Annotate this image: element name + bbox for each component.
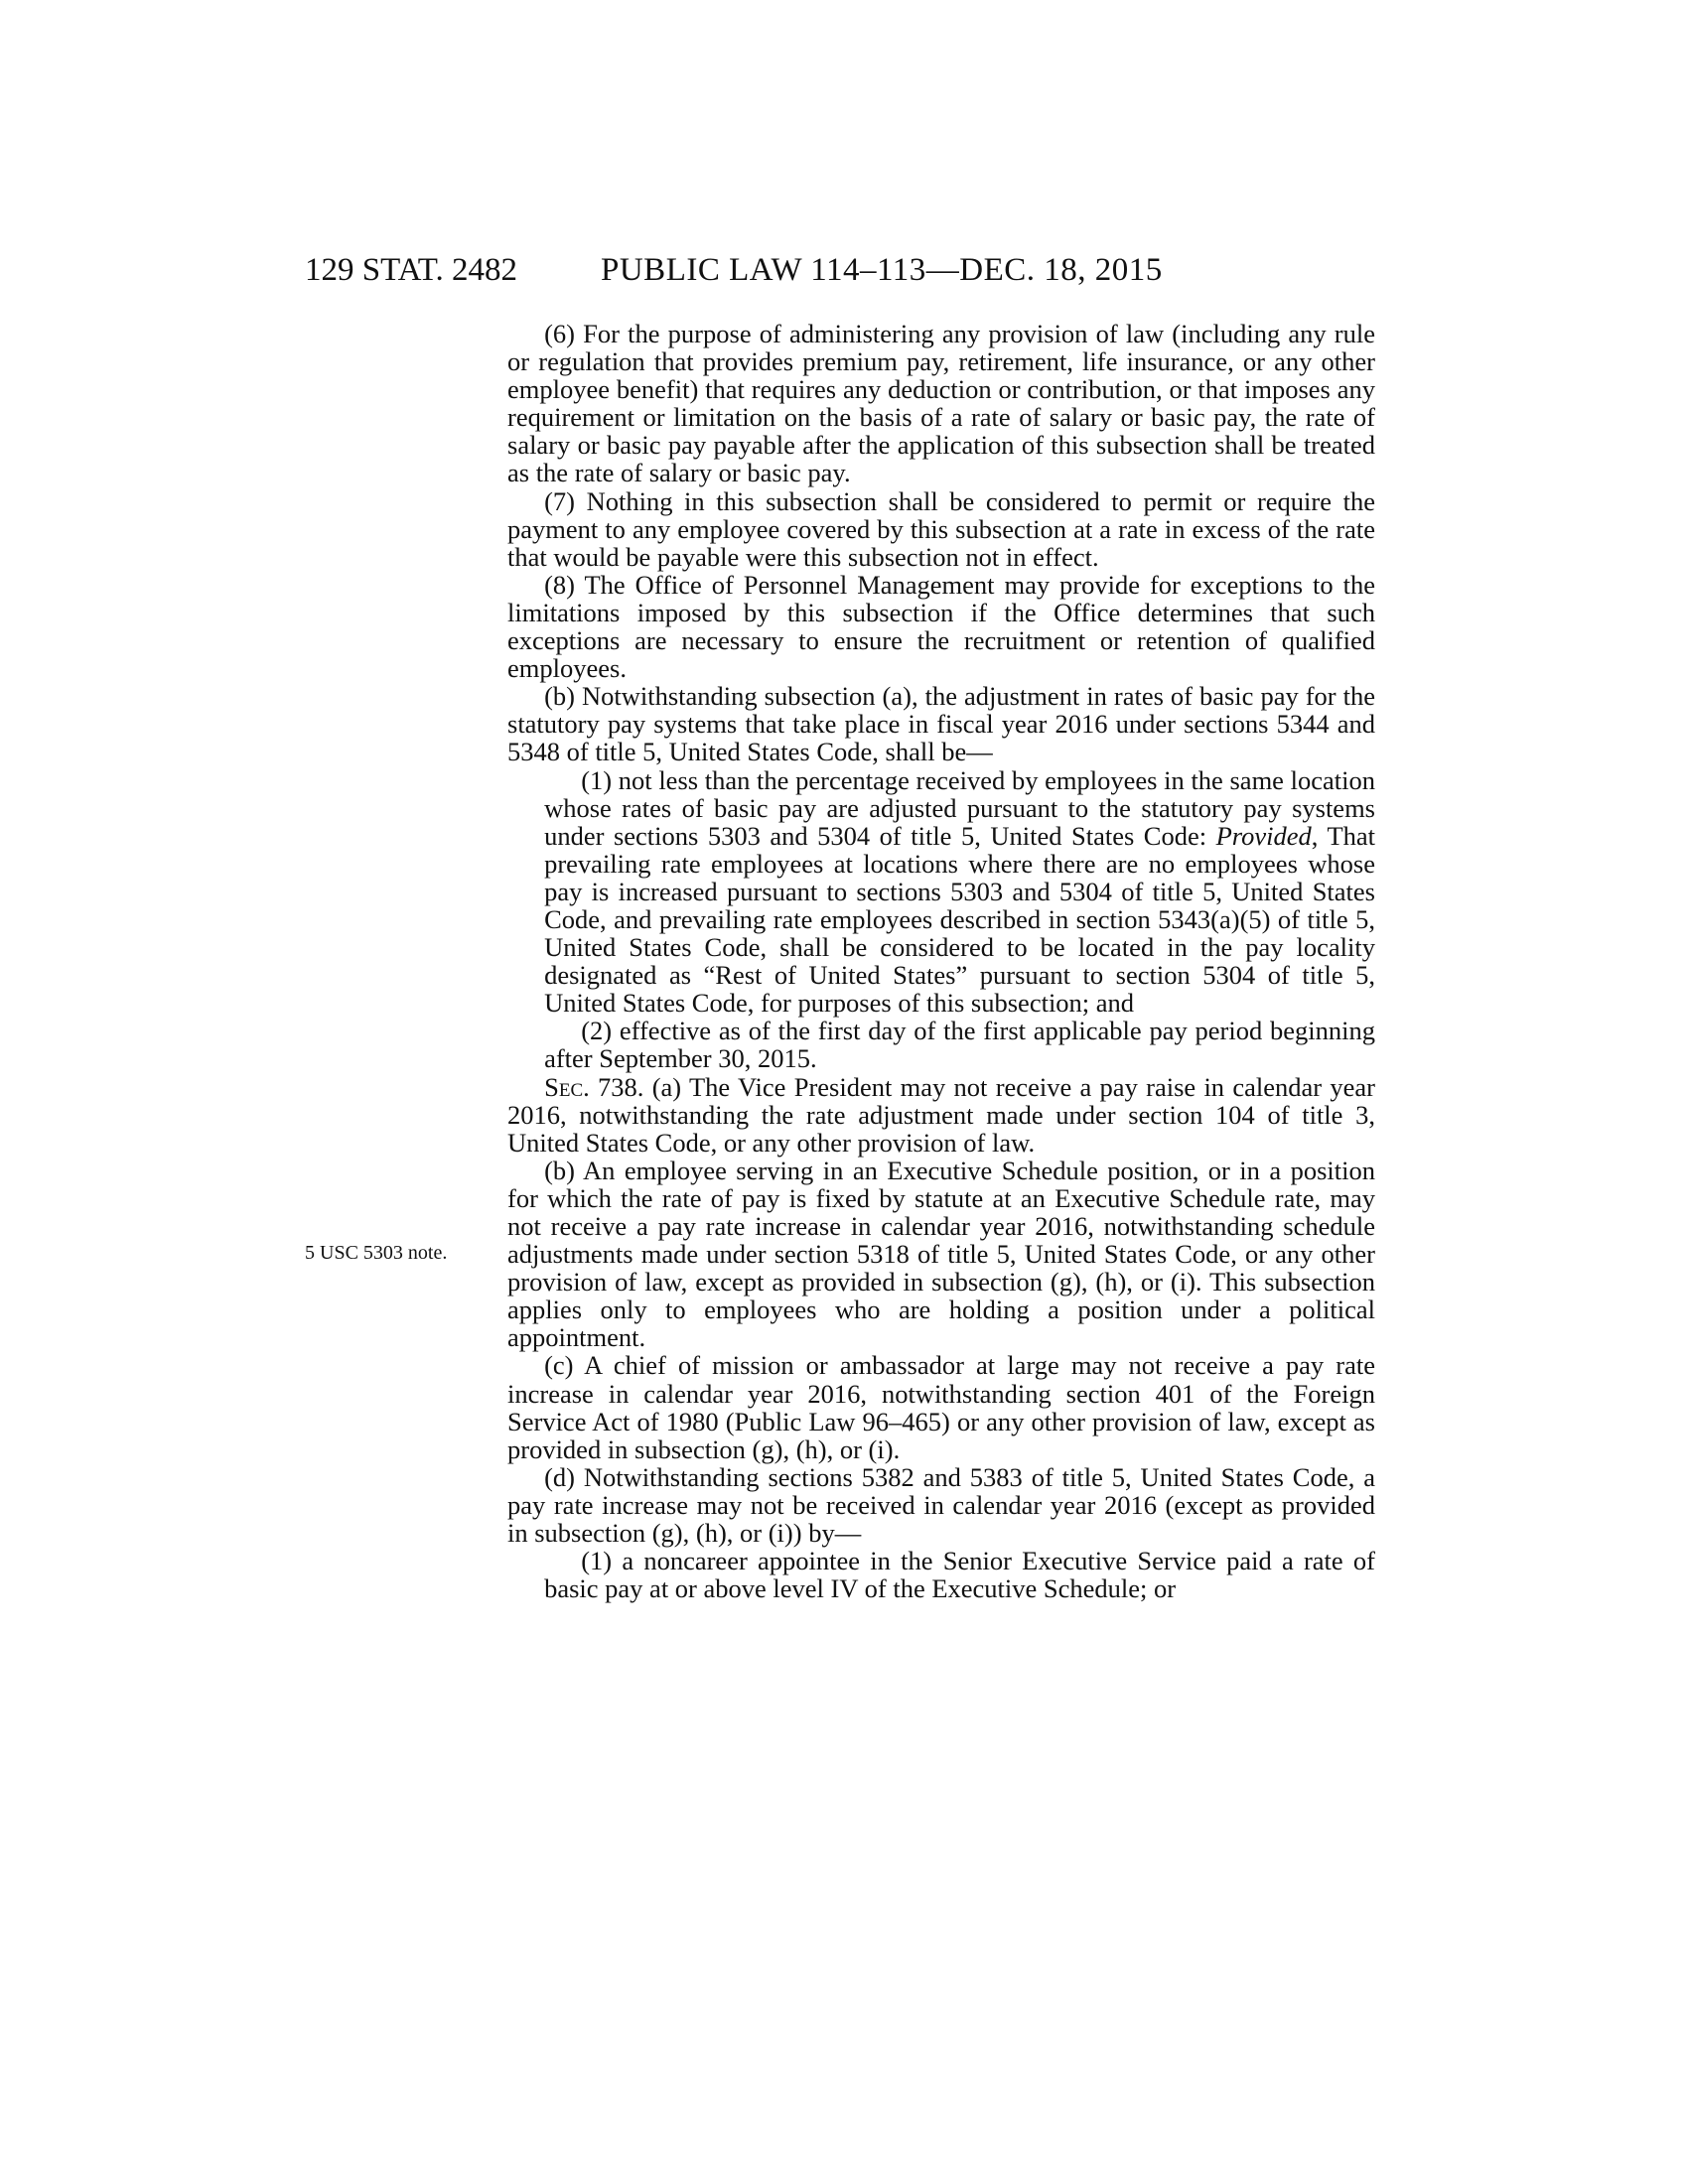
margin-citation-note: 5 USC 5303 note. [305,1242,448,1264]
paragraph-b1-text-start: (1) not less than the percentage received by employees in the same location whose rates of basic pay are adjusted pursuant to the statutory pay systems under sections 5303 and 5304 of title 5, United States Code: [544,764,1375,851]
paragraph-b1 [507,766,1375,1018]
section-738-c: (c) A chief of mission or ambassador at large may not receive a pay rate increase in calendar year 2016, notwithstanding section 401 of the Foreign Service Act of 1980 (Public Law 96–465) or any other provision of law, except as provided in subsection (g), (h), or (i). [507,1350,1375,1464]
paragraph-b1-text-end: , That prevailing rate employees at locations where there are no employees whose pay is increased pursuant to sections 5303 and 5304 of title 5, United States Code, and prevailing rate employees described in section 5343(a)(5) of title 5, United States Code, shall be considered to be located in the pay locality designated as “Rest of United States” pursuant to section 5304 of title 5, United States Code, for purposes of this subsection; and [544,820,1376,1019]
paragraph-b: (b) Notwithstanding subsection (a), the adjustment in rates of basic pay for the statutory pay systems that take place in fiscal year 2016 under sections 5344 and 5348 of title 5, United States Code, shall be— [507,681,1375,767]
section-label: Sec. [544,1071,590,1102]
public-law-title: PUBLIC LAW 114–113—DEC. 18, 2015 [601,252,1163,288]
section-738-d: (d) Notwithstanding sections 5382 and 5383 of title 5, United States Code, a pay rate increase may not be received in calendar year 2016 (except as provided in subsection (g), (h), or (i)) by— [507,1461,1375,1549]
section-738-b: (b) An employee serving in an Executive Schedule position, or in a position for which the rate of pay is fixed by statute at an Executive Schedule rate, may not receive a pay rate increase in calendar year 2016, notwithstanding schedule adjustments made under section 5318 of title 5, United States Code, or any other provision of law, except as provided in subsection (g), (h), or (i). This subsection applies only to employees who are holding a position under a political appointment. [507,1155,1375,1353]
statute-page-number: 129 STAT. 2482 [305,252,518,288]
statute-body [507,320,1375,1602]
section-738-a [507,1073,1375,1157]
paragraph-a8: (8) The Office of Personnel Management may provide for exceptions to the limitations imposed by this subsection if the Office determines that such exceptions are necessary to ensure the recruitment or retention of qualified employees. [507,569,1375,684]
page-header [305,250,1425,290]
section-738-d1: (1) a noncareer appointee in the Senior Executive Service paid a rate of basic pay at or above level IV of the Executive Schedule; or [544,1546,1375,1604]
paragraph-a6: (6) For the purpose of administering any provision of law (including any rule or regulation that provides premium pay, retirement, life insurance, or any other employee benefit) that requires any deduction or contribution, or that imposes any requirement or limitation on the basis of a rate of salary or basic pay, the rate of salary or basic pay payable after the application of this subsection shall be treated as the rate of salary or basic pay. [507,319,1375,488]
provided-italic: Provided [1215,820,1312,851]
section-738-a-text: 738. (a) The Vice President may not receive a pay raise in calendar year 2016, notwithstanding the rate adjustment made under section 104 of title 3, United States Code, or any other provision of law. [507,1071,1375,1158]
paragraph-b2: (2) effective as of the first day of the first applicable pay period beginning after September 30, 2015. [544,1016,1375,1074]
paragraph-a7: (7) Nothing in this subsection shall be considered to permit or require the payment to any employee covered by this subsection at a rate in excess of the rate that would be payable were this subsection not in effect. [507,485,1375,572]
